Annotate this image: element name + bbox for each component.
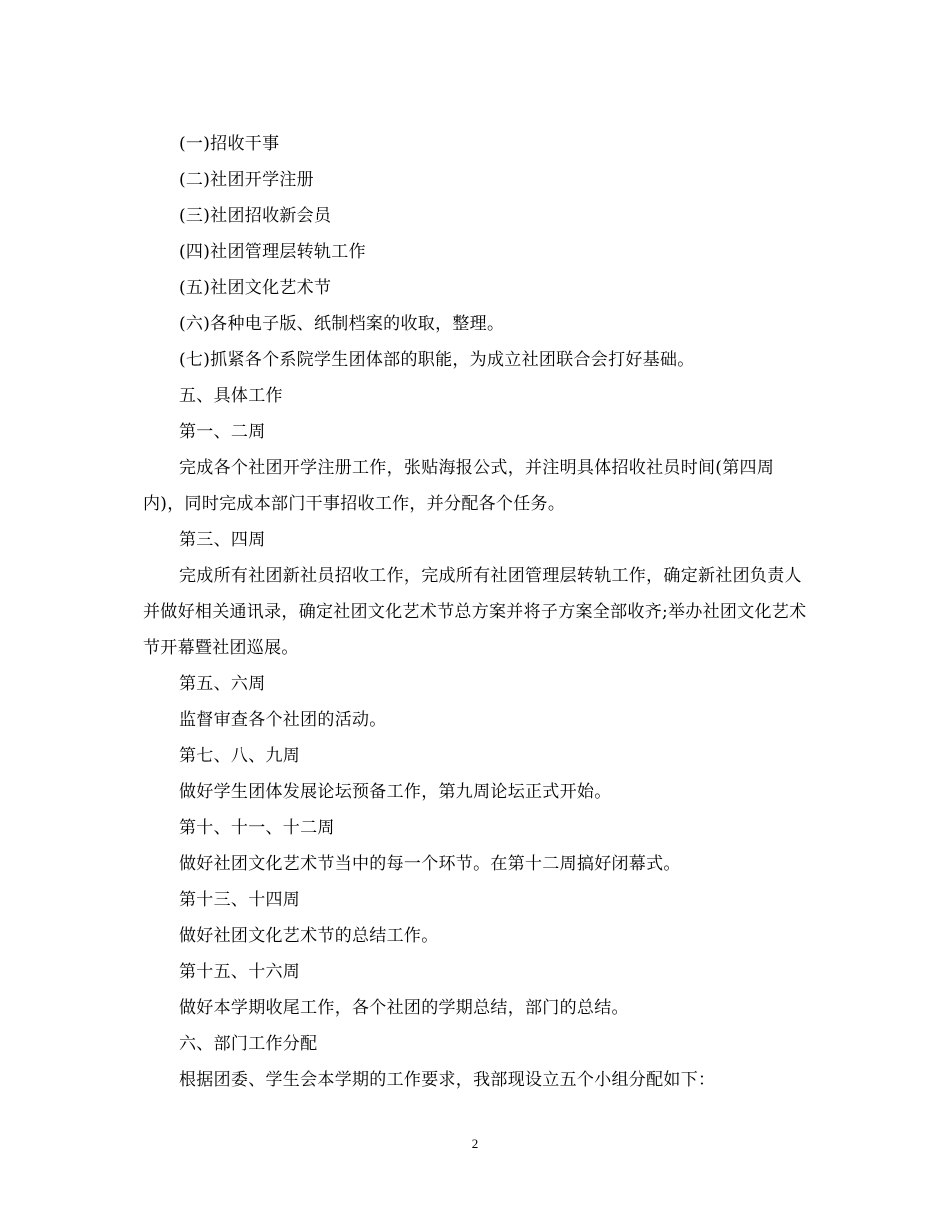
week-heading-5-6: 第五、六周 <box>179 674 266 694</box>
paragraph-assignment: 根据团委、学生会本学期的工作要求，我部现设立五个小组分配如下： <box>179 1070 716 1090</box>
week-heading-3-4: 第三、四周 <box>179 530 266 550</box>
document-body <box>143 126 808 1098</box>
page-number: 2 <box>471 1136 479 1151</box>
paragraph-weeks-10-12: 做好社团文化艺术节当中的每一个环节。在第十二周搞好闭幕式。 <box>179 854 681 874</box>
paragraph-weeks-1-2: 完成各个社团开学注册工作，张贴海报公式，并注明具体招收社员时间(第四周内)，同时完成本部门干事招收工作，并分配各个任务。 <box>143 458 775 514</box>
paragraph-weeks-5-6: 监督审查各个社团的活动。 <box>179 710 387 730</box>
paragraph-4: (四)社团管理层转轨工作 <box>179 242 366 262</box>
paragraph-weeks-3-4: 完成所有社团新社员招收工作，完成所有社团管理层转轨工作，确定新社团负责人并做好相关通讯录，确定社团文化艺术节总方案并将子方案全部收齐;举办社团文化艺术节开幕暨社团巡展。 <box>143 566 807 658</box>
paragraph-7: (七)抓紧各个系院学生团体部的职能，为成立社团联合会打好基础。 <box>179 350 695 370</box>
paragraph-weeks-15-16: 做好本学期收尾工作，各个社团的学期总结，部门的总结。 <box>179 998 629 1018</box>
week-heading-13-14: 第十三、十四周 <box>179 890 301 910</box>
week-heading-10-12: 第十、十一、十二周 <box>179 818 335 838</box>
paragraph-weeks-13-14: 做好社团文化艺术节的总结工作。 <box>179 926 439 946</box>
paragraph-5: (五)社团文化艺术节 <box>179 278 332 298</box>
section-heading-6: 六、部门工作分配 <box>179 1034 318 1054</box>
paragraph-6: (六)各种电子版、纸制档案的收取，整理。 <box>179 314 505 334</box>
paragraph-2: (二)社团开学注册 <box>179 170 314 190</box>
week-heading-15-16: 第十五、十六周 <box>179 962 301 982</box>
paragraph-1: (一)招收干事 <box>179 134 280 154</box>
paragraph-weeks-7-9: 做好学生团体发展论坛预备工作，第九周论坛正式开始。 <box>179 782 612 802</box>
week-heading-1-2: 第一、二周 <box>179 422 266 442</box>
paragraph-3: (三)社团招收新会员 <box>179 206 332 226</box>
section-heading-5: 五、具体工作 <box>179 386 283 406</box>
week-heading-7-9: 第七、八、九周 <box>179 746 301 766</box>
